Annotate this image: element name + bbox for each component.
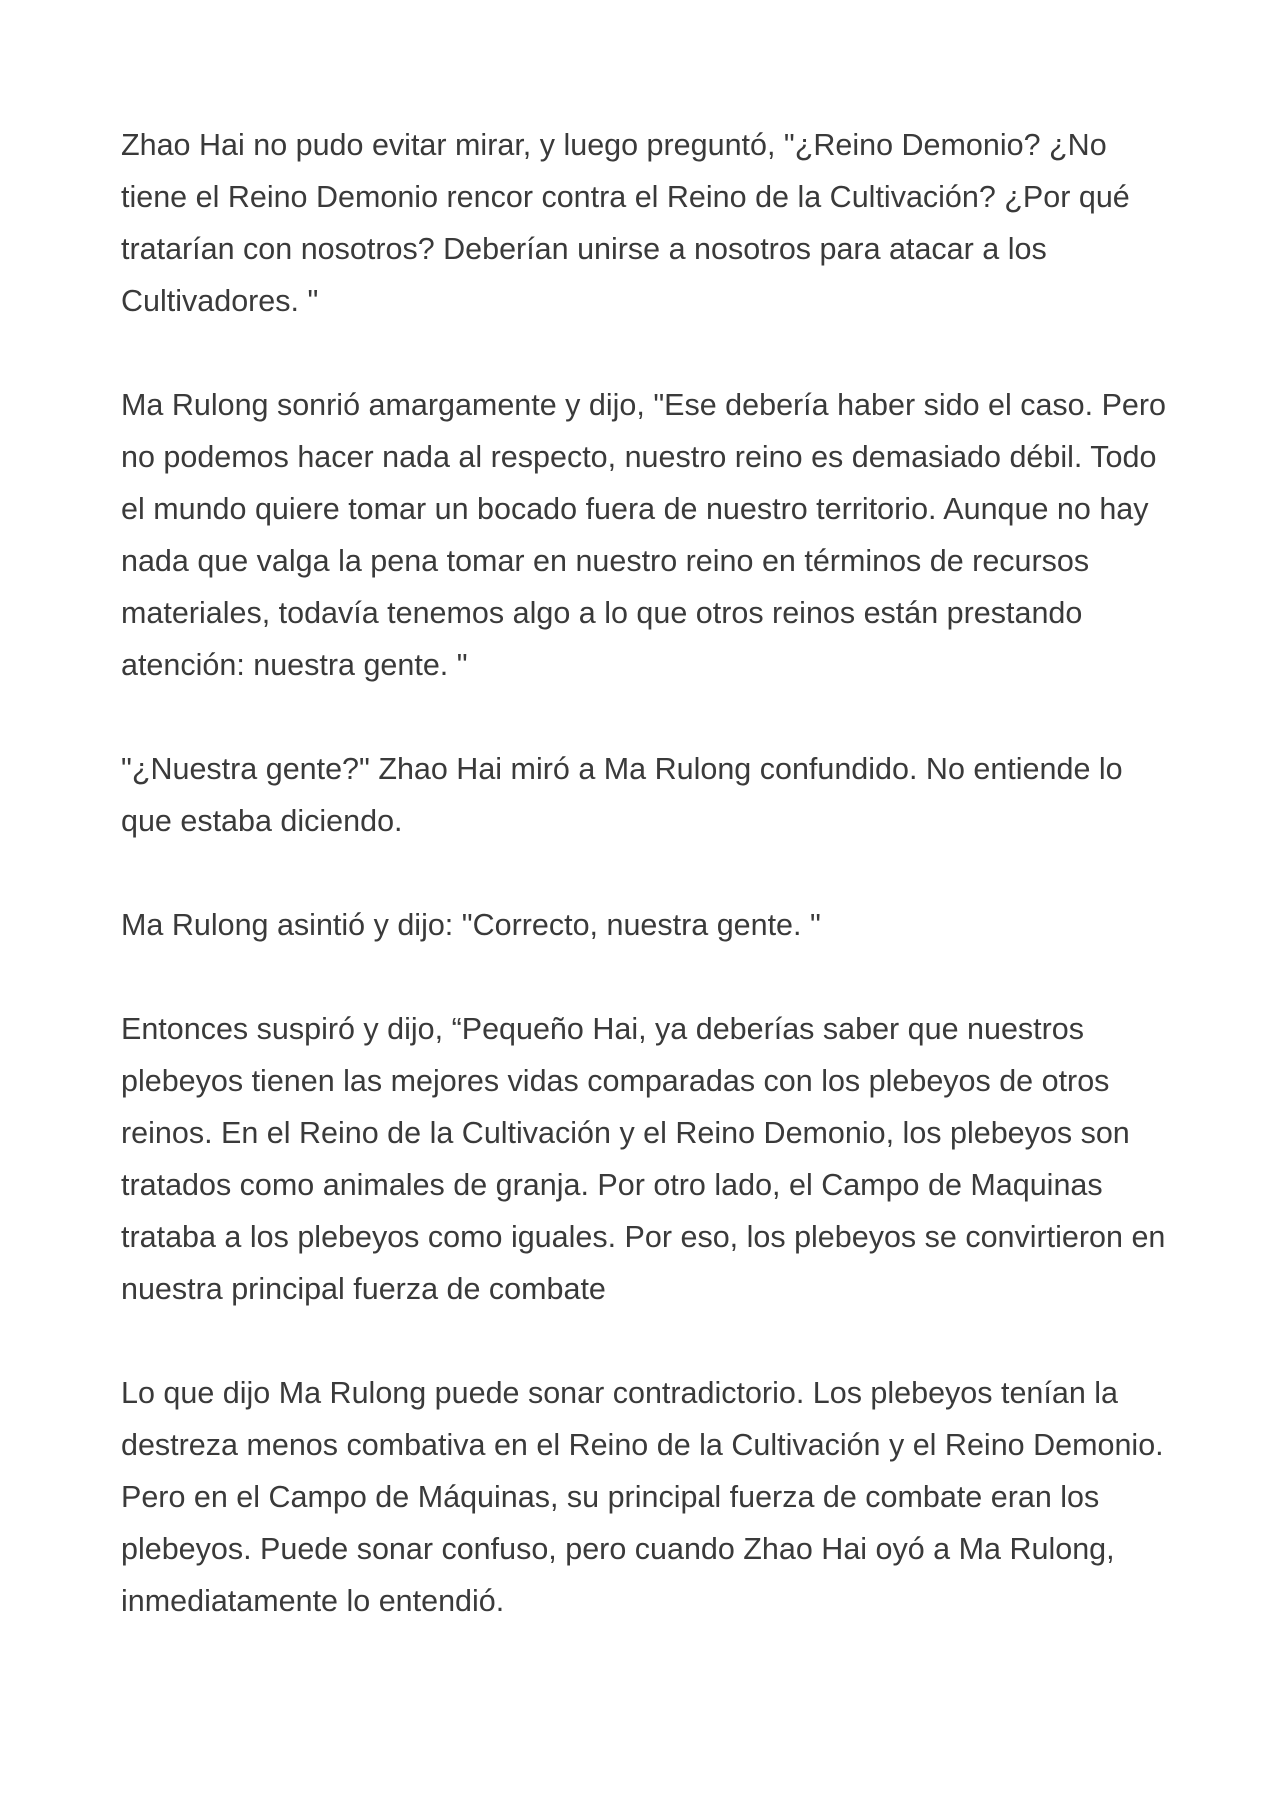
- text-line: el mundo quiere tomar un bocado fuera de nuestro territorio. Aunque no hay: [121, 492, 1149, 526]
- text-line: plebeyos tienen las mejores vidas comparadas con los plebeyos de otros: [121, 1064, 1110, 1098]
- text-line: que estaba diciendo.: [121, 804, 403, 838]
- text-line: Pero en el Campo de Máquinas, su principal fuerza de combate eran los: [121, 1480, 1100, 1514]
- paragraph-3: [121, 743, 1171, 847]
- text-line: Entonces suspiró y dijo, “Pequeño Hai, ya deberías saber que nuestros: [121, 1012, 1085, 1046]
- text-line: "¿Nuestra gente?" Zhao Hai miró a Ma Rulong confundido. No entiende lo: [121, 752, 1123, 786]
- text-line: Ma Rulong asintió y dijo: "Correcto, nuestra gente. ": [121, 908, 821, 942]
- paragraph-5: [121, 1003, 1171, 1315]
- text-line: materiales, todavía tenemos algo a lo que otros reinos están prestando: [121, 596, 1083, 630]
- text-line: nuestra principal fuerza de combate: [121, 1272, 606, 1306]
- text-line: Zhao Hai no pudo evitar mirar, y luego preguntó, "¿Reino Demonio? ¿No: [121, 128, 1107, 162]
- paragraph-4: [121, 899, 1171, 951]
- text-line: atención: nuestra gente. ": [121, 648, 468, 682]
- paragraph-6: [121, 1367, 1171, 1627]
- text-line: tiene el Reino Demonio rencor contra el Reino de la Cultivación? ¿Por qué: [121, 180, 1130, 214]
- text-line: Lo que dijo Ma Rulong puede sonar contradictorio. Los plebeyos tenían la: [121, 1376, 1118, 1410]
- document-body: [121, 119, 1171, 1679]
- text-line: tratados como animales de granja. Por otro lado, el Campo de Maquinas: [121, 1168, 1103, 1202]
- paragraph-2: [121, 379, 1171, 691]
- text-line: nada que valga la pena tomar en nuestro reino en términos de recursos: [121, 544, 1090, 578]
- text-line: trataba a los plebeyos como iguales. Por eso, los plebeyos se convirtieron en: [121, 1220, 1166, 1254]
- text-line: inmediatamente lo entendió.: [121, 1584, 505, 1618]
- text-line: Cultivadores. ": [121, 284, 319, 318]
- text-line: destreza menos combativa en el Reino de la Cultivación y el Reino Demonio.: [121, 1428, 1164, 1462]
- text-line: no podemos hacer nada al respecto, nuestro reino es demasiado débil. Todo: [121, 440, 1157, 474]
- text-line: tratarían con nosotros? Deberían unirse a nosotros para atacar a los: [121, 232, 1047, 266]
- text-line: reinos. En el Reino de la Cultivación y el Reino Demonio, los plebeyos son: [121, 1116, 1130, 1150]
- paragraph-1: [121, 119, 1171, 327]
- text-line: plebeyos. Puede sonar confuso, pero cuando Zhao Hai oyó a Ma Rulong,: [121, 1532, 1115, 1566]
- text-line: Ma Rulong sonrió amargamente y dijo, "Ese debería haber sido el caso. Pero: [121, 388, 1167, 422]
